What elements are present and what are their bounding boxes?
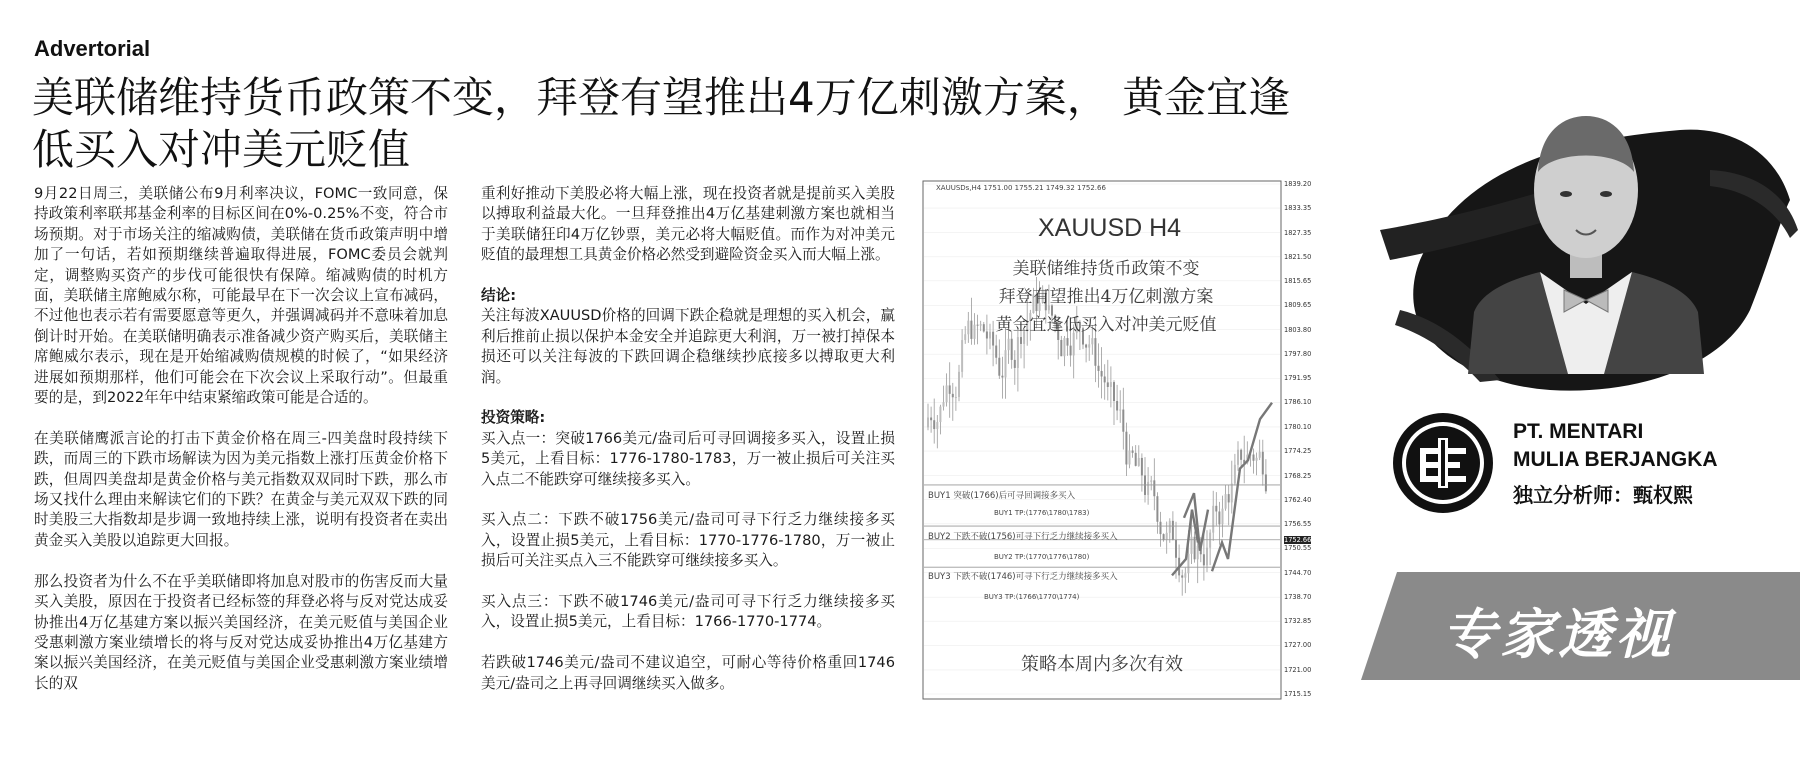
strategy-heading: 投资策略:	[481, 409, 546, 427]
price-tick-label: 1721.00	[1284, 665, 1312, 674]
candle-body	[1206, 548, 1208, 566]
price-tick-label: 1815.65	[1284, 276, 1312, 285]
chart-caption-line-2: 拜登有望推出4万亿刺激方案	[998, 287, 1214, 307]
chart-caption-line-3: 黄金宜逢低买入对冲美元贬值	[995, 315, 1217, 335]
headline: 美联储维持货币政策不变，拜登有望推出4万亿刺激方案， 黄金宜逢低买入对冲美元贬值	[32, 73, 1291, 174]
candle-body	[1172, 521, 1174, 540]
candle-body	[1215, 506, 1217, 512]
paragraph: 9月22日周三，美联储公布9月利率决议，FOMC一致同意，保持政策利率联邦基金利率的目标区间在0%-0.25%不变，符合市场预期。对于市场关注的缩减购债，美联储在货币政策声明中增加了一句话，若如预期继续普遍取得进展，FOMC委员会就判定，调整购买资产的步伐可能很快有保障。缩减购债的时机方面，美联储主席鲍威尔称，可能最早在下一次会议上宣布减码，不过他也表示若有需要愿意等更久，并强调减码并不意味着加息倒计时开始。在美联储明确表示准备减少资产购买后，美联储主席鲍威尔表示，现在是开始缩减购债规模的时候了，“如果经济进展如预期那样，他们可能会在下次会议上采取行动”。但最重要的是，到2022年年中结束紧缩政策可能是合适的。	[34, 185, 448, 407]
expert-view-banner-text: 专家透视	[1442, 602, 1674, 666]
price-tick-label: 1727.00	[1284, 641, 1312, 650]
candle-body	[939, 407, 941, 422]
candle-body	[1008, 339, 1010, 350]
candle-body	[958, 372, 960, 397]
price-tick-label: 1780.10	[1284, 422, 1312, 431]
price-tick-label: 1756.55	[1284, 519, 1312, 528]
price-tick-label: 1803.80	[1284, 325, 1312, 334]
buy1-tp-label: BUY1 TP:(1776\1780\1783)	[994, 509, 1090, 517]
candle-body	[1014, 360, 1016, 368]
article-column-2	[481, 184, 895, 714]
company-name-line-2: MULIA BERJANGKA	[1513, 448, 1718, 471]
chart-caption-line-1: 美联储维持货币政策不变	[1012, 259, 1200, 279]
candle-body	[952, 394, 954, 397]
candle-body	[1150, 480, 1152, 481]
price-tick-label: 1762.40	[1284, 495, 1312, 504]
price-tick-label: 1768.25	[1284, 471, 1312, 480]
buy-point-3: 买入点三：下跌不破1746美元/盎司可寻下行乏力继续接多买入，设置止损5美元，上看目标：1766-1770-1774。	[481, 593, 895, 631]
candle-body	[1234, 465, 1236, 484]
candle-body	[1063, 338, 1065, 356]
candle-body	[983, 324, 985, 331]
candle-body	[1191, 537, 1193, 554]
candle-body	[974, 325, 976, 339]
price-tick-label: 1752.66	[1284, 535, 1312, 544]
buy2-level-label: BUY2 下跌不破(1756)可寻下行乏力继续接多买入	[928, 532, 1118, 542]
candle-body	[1187, 554, 1189, 573]
candle-body	[1011, 339, 1013, 360]
price-tick-label: 1833.35	[1284, 204, 1312, 213]
article-column-1	[34, 184, 448, 715]
paragraph: 在美联储鹰派言论的打击下黄金价格在周三-四美盘时段持续下跌，而周三的下跌市场解读为因为美元指数上涨打压黄金价格下跌，但周四美盘却是黄金价格与美元指数双双同时下跌，那么市场又找什么理由来解读它们的下跌？在黄金与美元双双下跌的同时美股三大指数却是步调一致地持续上涨，说明有投资者在卖出黄金买入美股以追踪更大回报。	[34, 429, 448, 549]
candle-body	[1262, 452, 1264, 475]
candle-body	[949, 385, 951, 393]
candle-body	[936, 422, 938, 429]
candle-body	[1073, 333, 1075, 356]
price-tick-label: 1821.50	[1284, 252, 1312, 261]
candle-body	[1225, 494, 1227, 509]
candle-body	[1125, 432, 1127, 465]
candle-body	[1060, 340, 1062, 356]
buy2-tp-label: BUY2 TP:(1770\1776\1780)	[994, 553, 1090, 561]
buy1-level-label: BUY1 突破(1766)后可寻回调接多买入	[928, 491, 1076, 501]
price-tick-label: 1750.55	[1284, 544, 1312, 553]
price-tick-label: 1744.70	[1284, 568, 1312, 577]
price-tick-label: 1791.95	[1284, 374, 1312, 383]
candle-body	[1101, 371, 1103, 377]
candle-body	[1091, 338, 1093, 344]
candle-body	[970, 321, 972, 339]
buy-point-2: 买入点二：下跌不破1756美元/盎司可寻下行乏力继续接多买入，设置止损5美元，上看目标：1770-1776-1780，万一被止损后可关注买点入三不能跌穿可继续接多买入。	[481, 511, 895, 570]
paragraph: 重利好推动下美股必将大幅上涨，现在投资者就是提前买入美股以搏取利益最大化。一旦拜登推出4万亿基建刺激方案也就相当于美联储狂印4万亿钞票，美元必将大幅贬值。而作为对冲美元贬值的最理想工具黄金价格必然受到避险资金买入而大幅上涨。	[481, 185, 895, 264]
price-tick-label: 1715.15	[1284, 690, 1312, 698]
candle-body	[1181, 575, 1183, 577]
candle-body	[1070, 346, 1072, 356]
company-emblem-icon	[1390, 410, 1496, 516]
price-tick-label: 1827.35	[1284, 228, 1312, 237]
candle-body	[1088, 344, 1090, 347]
candle-body	[1122, 410, 1124, 432]
candle-body	[1129, 450, 1131, 464]
candle-body	[1094, 338, 1096, 366]
candle-body	[977, 325, 979, 326]
candle-body	[964, 334, 966, 340]
candle-body	[1253, 455, 1255, 461]
candle-body	[995, 346, 997, 358]
candle-body	[1098, 366, 1100, 371]
candle-body	[1147, 482, 1149, 495]
candle-body	[1203, 554, 1205, 565]
paragraph: 关注每波XAUUSD价格的回调下跌企稳就是理想的买入机会，赢利后推前止损以保护本金安全并追踪更大利润，万一被打掉保本损还可以关注每波的下跌回调企稳继续抄底接多以搏取更大利润。	[481, 307, 895, 386]
candle-body	[946, 385, 948, 402]
chart-bottom-note: 策略本周内多次有效	[1021, 654, 1183, 675]
candle-body	[1153, 480, 1155, 496]
candle-body	[1001, 376, 1003, 378]
candle-body	[1218, 511, 1220, 524]
candle-body	[1017, 337, 1019, 368]
company-name-line-1: PT. MENTARI	[1513, 420, 1644, 443]
conclusion-heading: 结论:	[481, 287, 517, 305]
candle-body	[1116, 401, 1118, 410]
chart-header: XAUUSDs,H4 1751.00 1755.21 1749.32 1752.66	[936, 184, 1106, 192]
analyst-name: 独立分析师：甄权熙	[1513, 483, 1693, 507]
candle-body	[967, 321, 969, 335]
candle-body	[1119, 410, 1121, 411]
paragraph: 若跌破1746美元/盎司不建议追空，可耐心等待价格重回1746美元/盎司之上再寻回调继续买入做多。	[481, 654, 895, 692]
buy3-tp-label: BUY3 TP:(1766\1770\1774)	[984, 593, 1080, 601]
candle-body	[1005, 350, 1007, 377]
candle-body	[927, 418, 929, 428]
candle-body	[1113, 382, 1115, 401]
candle-body	[1237, 450, 1239, 465]
analyst-portrait	[1468, 102, 1704, 374]
candle-body	[1259, 452, 1261, 458]
candle-body	[1067, 338, 1069, 346]
price-tick-label: 1839.20	[1284, 180, 1312, 188]
candle-body	[1160, 522, 1162, 534]
candle-body	[1265, 474, 1267, 491]
candle-body	[1169, 521, 1171, 533]
candle-body	[1156, 496, 1158, 522]
buy3-level-label: BUY3 下跌不破(1746)可寻下行乏力继续接多买入	[928, 572, 1118, 582]
candle-body	[1163, 534, 1165, 540]
candle-body	[955, 397, 957, 398]
candle-body	[998, 358, 1000, 376]
price-tick-label: 1786.10	[1284, 398, 1312, 407]
price-tick-label: 1774.25	[1284, 447, 1312, 456]
paragraph: 那么投资者为什么不在乎美联储即将加息对股市的伤害反而大量买入美股，原因在于投资者已经标签的拜登必将与反对党达成妥协推出4万亿基建方案以振兴美国经济，在美元贬值与美国企业受惠刺激方案业绩增长的将与反对党达成妥协推出4万亿基建方案以振兴美国经济，在美元贬值与美国企业受惠刺激方案业绩增长的双	[34, 572, 448, 692]
price-chart	[922, 180, 1322, 707]
candle-body	[1228, 494, 1230, 502]
candle-body	[1020, 337, 1022, 344]
candle-body	[1222, 509, 1224, 525]
candle-body	[1256, 458, 1258, 461]
candle-body	[1231, 484, 1233, 503]
buy-point-1: 买入点一：突破1766美元/盎司后可寻回调接多买入，设置止损5美元，上看目标：1776-1780-1783，万一被止损后可关注买入点二不能跌穿可继续接多买入。	[481, 429, 895, 488]
candle-body	[1184, 573, 1186, 577]
candle-body	[1107, 382, 1109, 387]
candle-body	[1166, 533, 1168, 540]
candle-body	[980, 324, 982, 325]
candle-body	[933, 420, 935, 429]
price-tick-label: 1738.70	[1284, 593, 1312, 602]
candle-body	[1175, 540, 1177, 558]
candle-body	[1132, 450, 1134, 452]
price-tick-label: 1797.80	[1284, 350, 1312, 359]
candle-body	[961, 340, 963, 372]
candle-body	[1212, 506, 1214, 533]
candle-body	[1135, 453, 1137, 466]
company-name	[1513, 418, 1718, 474]
candle-body	[1197, 546, 1199, 559]
chart-title: XAUUSD H4	[1038, 214, 1182, 242]
candle-body	[1110, 382, 1112, 387]
candle-body	[1085, 345, 1087, 348]
advertorial-kicker: Advertorial	[34, 36, 151, 61]
candle-body	[1138, 458, 1140, 466]
candle-body	[930, 418, 932, 421]
price-tick-label: 1732.85	[1284, 617, 1312, 626]
price-tick-label: 1809.65	[1284, 301, 1312, 310]
candle-body	[1104, 376, 1106, 382]
candle-body	[943, 402, 945, 406]
candle-body	[1240, 450, 1242, 460]
candle-body	[1141, 458, 1143, 475]
